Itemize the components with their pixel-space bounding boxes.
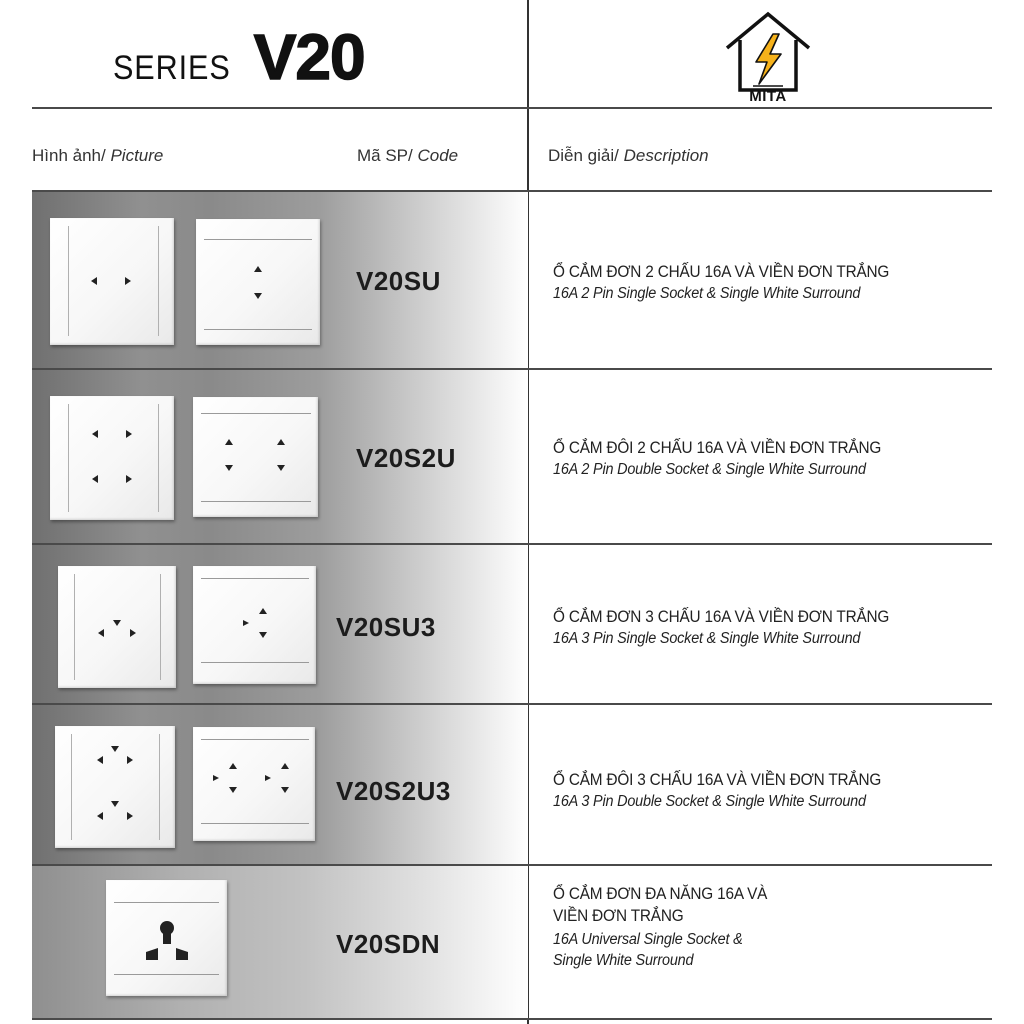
series-title — [113, 20, 365, 100]
header-divider — [32, 107, 992, 109]
product-description: Ổ CẮM ĐƠN 3 CHẤU 16A VÀ VIỀN ĐƠN TRẮNG 16A 3 Pin Single Socket & Single White Surround — [553, 608, 890, 647]
product-code: V20SU — [356, 266, 441, 296]
product-code: V20S2U — [356, 443, 456, 473]
product-description: Ổ CẮM ĐÔI 3 CHẤU 16A VÀ VIỀN ĐƠN TRẮNG 16A 3 Pin Double Socket & Single White Surround — [553, 771, 882, 810]
series-code: V20 — [253, 21, 365, 93]
product-image-front — [58, 566, 176, 688]
product-image-side — [193, 566, 316, 684]
product-image-front — [50, 396, 174, 520]
product-code: V20S2U3 — [336, 776, 451, 806]
bottom-divider — [32, 1018, 992, 1020]
logo-text: MITA — [749, 88, 787, 105]
three-pin-socket-icon — [58, 566, 176, 688]
product-image-side — [193, 397, 318, 517]
product-description: Ổ CẮM ĐÔI 2 CHẤU 16A VÀ VIỀN ĐƠN TRẮNG 16A 2 Pin Double Socket & Single White Surround — [553, 439, 882, 478]
double-three-pin-socket-icon — [193, 727, 315, 841]
product-image-front — [50, 218, 174, 345]
product-image-front — [106, 880, 227, 996]
product-image-front — [55, 726, 175, 848]
series-word: SERIES — [113, 49, 231, 87]
product-description: Ổ CẮM ĐƠN ĐA NĂNG 16A VÀ VIỀN ĐƠN TRẮNG 16A Universal Single Socket & Single White Surround — [553, 885, 768, 969]
product-code: V20SDN — [336, 929, 441, 959]
column-header-description: Diễn giải/ Description — [548, 146, 709, 165]
product-code: V20SU3 — [336, 612, 436, 642]
universal-socket-icon — [106, 880, 227, 996]
double-two-pin-socket-icon — [50, 396, 174, 520]
column-header-code: Mã SP/ Code — [357, 146, 459, 165]
two-pin-socket-icon — [196, 219, 320, 345]
product-description: Ổ CẮM ĐƠN 2 CHẤU 16A VÀ VIỀN ĐƠN TRẮNG 16A 2 Pin Single Socket & Single White Surround — [553, 263, 890, 302]
product-image-side — [196, 219, 320, 345]
mita-logo — [723, 10, 813, 104]
three-pin-socket-icon — [193, 566, 316, 684]
double-three-pin-socket-icon — [55, 726, 175, 848]
column-header-picture: Hình ảnh/ Picture — [32, 146, 164, 165]
product-image-side — [193, 727, 315, 841]
double-two-pin-socket-icon — [193, 397, 318, 517]
two-pin-socket-icon — [50, 218, 174, 345]
